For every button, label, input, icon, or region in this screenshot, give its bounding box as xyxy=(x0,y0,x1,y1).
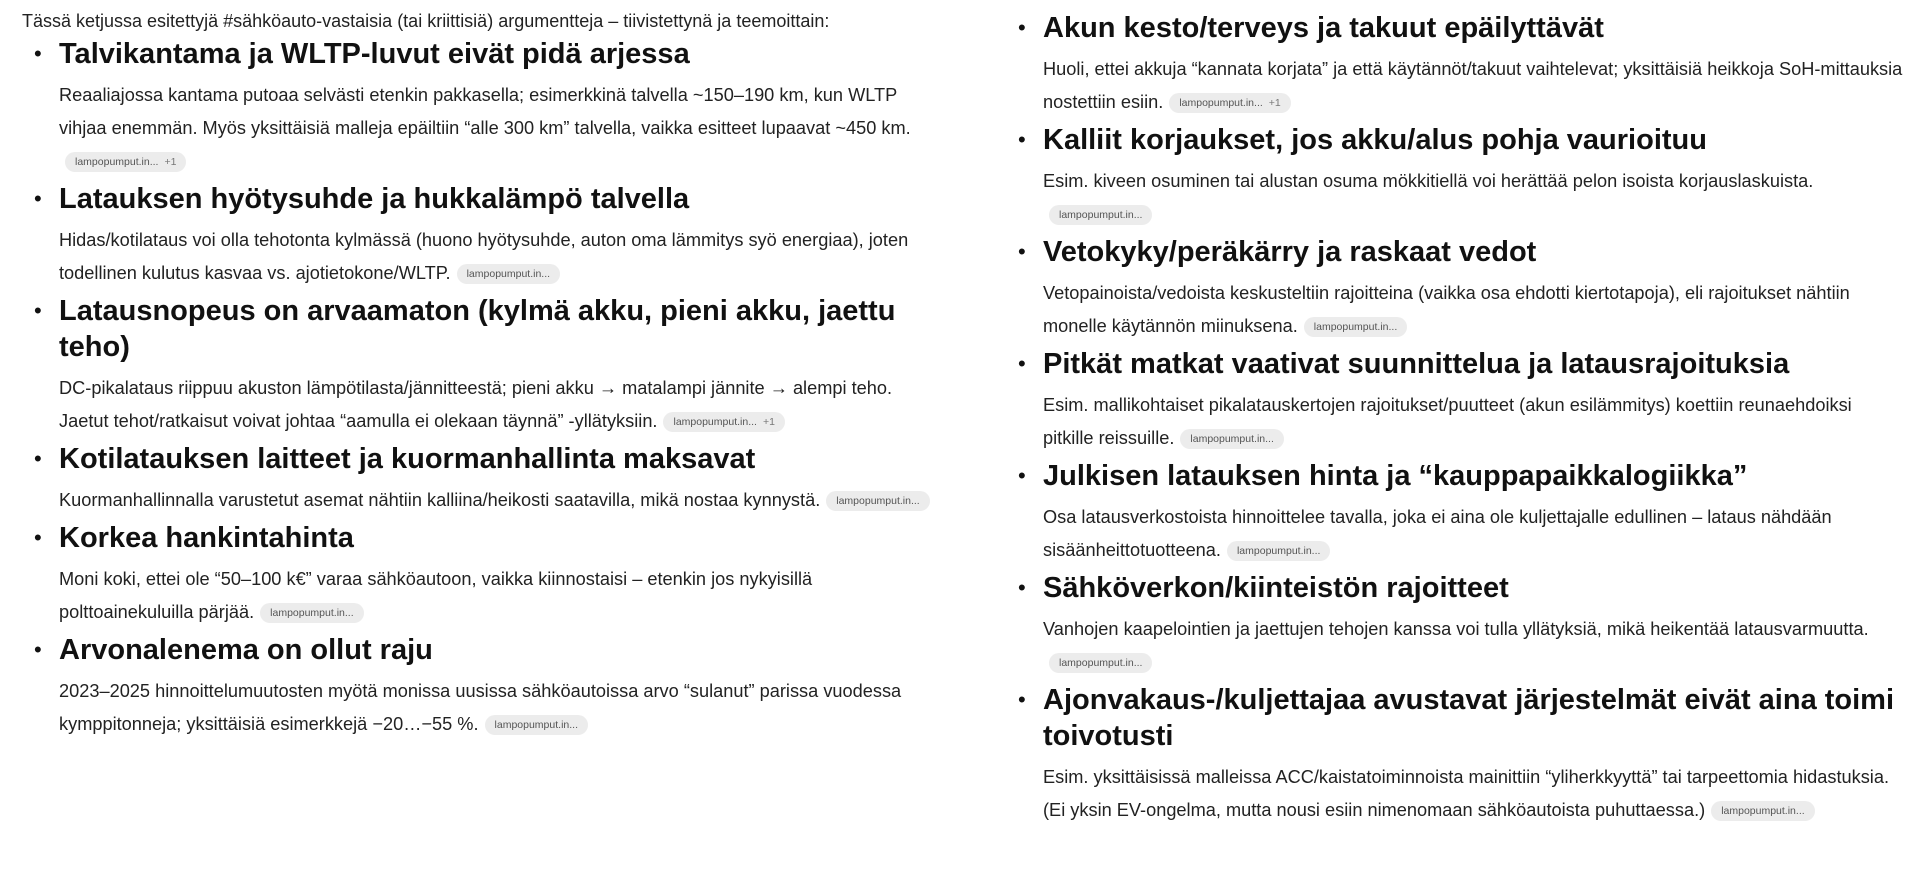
point-body xyxy=(1043,277,1906,343)
source-label: lampopumput.in... xyxy=(466,268,551,281)
point-text: Esim. kiveen osuminen tai alustan osuma mökkitiellä voi herättää pelon isoista korjauslaskuista. xyxy=(1043,171,1814,191)
list-item xyxy=(1006,570,1906,679)
left-column xyxy=(22,0,942,744)
right-column xyxy=(1006,0,1906,830)
source-badge[interactable] xyxy=(485,715,588,735)
source-badge[interactable] xyxy=(1227,541,1330,561)
bullet-icon: • xyxy=(1018,463,1026,488)
list-item xyxy=(22,36,942,178)
point-text: 2023–2025 hinnoittelumuutosten myötä monissa uusissa sähköautoissa arvo “sulanut” parissa vuodessa kymppitonneja; yksittäisiä esimerkkejä −20…−55 %. xyxy=(59,681,902,734)
source-label: lampopumput.in... xyxy=(1059,209,1143,222)
source-label: lampopumput.in... xyxy=(1721,805,1805,818)
point-body xyxy=(1043,761,1906,827)
point-text: Kuormanhallinnalla varustetut asemat nähtiin kalliina/heikosti saatavilla, mikä nostaa kynnystä. xyxy=(59,490,821,510)
right-points-list xyxy=(1006,10,1906,827)
point-body xyxy=(59,224,942,290)
list-item xyxy=(22,293,942,438)
source-label: lampopumput.in... xyxy=(836,495,920,508)
intro-text: Tässä ketjussa esitettyjä #sähköauto-vastaisia (tai kriittisiä) argumentteja – tiivistettynä ja teemoittain: xyxy=(22,11,830,31)
point-title: Arvonalenema on ollut raju xyxy=(59,634,433,666)
source-badge[interactable] xyxy=(1304,317,1407,337)
point-body xyxy=(1043,389,1906,455)
bullet-icon: • xyxy=(34,446,42,471)
point-title: Sähköverkon/kiinteistön rajoitteet xyxy=(1043,572,1509,604)
list-item xyxy=(22,520,942,629)
point-body xyxy=(59,675,942,741)
source-badge[interactable] xyxy=(65,152,186,172)
list-item xyxy=(1006,122,1906,231)
bullet-icon: • xyxy=(1018,15,1026,40)
point-text: Osa latausverkostoista hinnoittelee tavalla, joka ei aina ole kuljettajalle edullinen – lataus nähdään sisäänheittotuotteena. xyxy=(1043,507,1832,560)
left-points-list xyxy=(22,36,942,741)
list-item xyxy=(22,441,942,517)
source-label: lampopumput.in... xyxy=(1179,97,1263,110)
point-title: Pitkät matkat vaativat suunnittelua ja latausrajoituksia xyxy=(1043,348,1790,380)
source-badge[interactable] xyxy=(1711,801,1814,821)
source-badge[interactable] xyxy=(457,264,560,284)
bullet-icon: • xyxy=(34,637,42,662)
point-text: Reaaliajossa kantama putoaa selvästi etenkin pakkasella; esimerkkinä talvella ~150–190 km, kun WLTP vihjaa enemmän. Myös yksittäisiä malleja epäiltiin “alle 300 km” talvella, vaikka esitteet lupaavat ~450 km. xyxy=(59,85,911,138)
source-badge[interactable] xyxy=(1049,653,1152,673)
source-label: lampopumput.in... xyxy=(75,156,159,169)
point-title: Julkisen latauksen hinta ja “kauppapaikkalogiikka” xyxy=(1043,460,1748,492)
bullet-icon: • xyxy=(1018,239,1026,264)
point-body xyxy=(1043,613,1906,679)
point-text: Esim. yksittäisissä malleissa ACC/kaistatoiminnoista mainittiin “yliherkkyyttä” tai tarpeettomia hidastuksia. (Ei yksin EV-ongelma, mutta nousi esiin nimenomaan sähköautoista puhuttaessa.) xyxy=(1043,767,1890,820)
point-title: Ajonvakaus-/kuljettajaa avustavat järjestelmät eivät aina toimi toivotusti xyxy=(1043,684,1895,752)
source-badge[interactable] xyxy=(1169,93,1290,113)
list-item xyxy=(1006,234,1906,343)
point-title: Talvikantama ja WLTP-luvut eivät pidä arjessa xyxy=(59,38,690,70)
point-text: Vanhojen kaapelointien ja jaettujen tehojen kanssa voi tulla yllätyksiä, mikä heikentää latausvarmuutta. xyxy=(1043,619,1869,639)
bullet-icon: • xyxy=(34,41,42,66)
bullet-icon: • xyxy=(1018,575,1026,600)
list-item xyxy=(22,632,942,741)
point-body xyxy=(1043,165,1906,231)
point-title: Kotilatauksen laitteet ja kuormanhallinta maksavat xyxy=(59,443,756,475)
source-more-count: +1 xyxy=(164,156,177,169)
point-text: Hidas/kotilataus voi olla tehotonta kylmässä (huono hyötysuhde, auton oma lämmitys syö energiaa), joten todellinen kulutus kasvaa vs. ajotietokone/WLTP. xyxy=(59,230,909,283)
bullet-icon: • xyxy=(1018,127,1026,152)
point-body xyxy=(59,372,942,438)
source-more-count: +1 xyxy=(1268,97,1281,110)
point-title: Kalliit korjaukset, jos akku/alus pohja vaurioituu xyxy=(1043,124,1707,156)
source-label: lampopumput.in... xyxy=(1059,657,1143,670)
source-label: lampopumput.in... xyxy=(270,607,354,620)
point-body xyxy=(59,484,942,517)
source-label: lampopumput.in... xyxy=(1190,433,1274,446)
point-text: Esim. mallikohtaiset pikalatauskertojen rajoitukset/puutteet (akun esilämmitys) koettiin reunaehdoiksi pitkille reissuille. xyxy=(1043,395,1852,448)
point-title: Akun kesto/terveys ja takuut epäilyttävät xyxy=(1043,12,1604,44)
source-badge[interactable] xyxy=(826,491,929,511)
bullet-icon: • xyxy=(1018,687,1026,712)
point-title: Latauksen hyötysuhde ja hukkalämpö talvella xyxy=(59,183,690,215)
list-item xyxy=(1006,682,1906,827)
bullet-icon: • xyxy=(34,186,42,211)
source-more-count: +1 xyxy=(762,416,775,429)
source-badge[interactable] xyxy=(663,412,784,432)
list-item xyxy=(1006,346,1906,455)
point-text: Moni koki, ettei ole “50–100 k€” varaa sähköautoon, vaikka kiinnostaisi – etenkin jos nykyisillä polttoainekuluilla pärjää. xyxy=(59,569,813,622)
point-body xyxy=(1043,53,1906,119)
point-text: Huoli, ettei akkuja “kannata korjata” ja että käytännöt/takuut vaihtelevat; yksittäisiä heikkoja SoH-mittauksia nostettiin esiin. xyxy=(1043,59,1903,112)
point-title: Latausnopeus on arvaamaton (kylmä akku, pieni akku, jaettu teho) xyxy=(59,295,896,363)
list-item xyxy=(1006,10,1906,119)
point-title: Vetokyky/peräkärry ja raskaat vedot xyxy=(1043,236,1537,268)
bullet-icon: • xyxy=(34,298,42,323)
bullet-icon: • xyxy=(34,525,42,550)
point-body xyxy=(59,79,942,178)
source-badge[interactable] xyxy=(1180,429,1283,449)
point-title: Korkea hankintahinta xyxy=(59,522,354,554)
point-text: DC-pikalataus riippuu akuston lämpötilasta/jännitteestä; pieni akku → matalampi jännite → alempi teho. Jaetut tehot/ratkaisut voivat johtaa “aamulla ei olekaan täynnä” -yllätyksiin. xyxy=(59,378,893,431)
source-label: lampopumput.in... xyxy=(1236,545,1321,558)
source-badge[interactable] xyxy=(1049,205,1152,225)
source-label: lampopumput.in... xyxy=(1313,321,1398,334)
source-label: lampopumput.in... xyxy=(494,719,578,732)
list-item xyxy=(1006,458,1906,567)
point-body xyxy=(59,563,942,629)
source-badge[interactable] xyxy=(260,603,363,623)
point-text: Vetopainoista/vedoista keskusteltiin rajoitteina (vaikka osa ehdotti kiertotapoja), eli rajoitukset nähtiin monelle käytännön miinuksena. xyxy=(1043,283,1850,336)
bullet-icon: • xyxy=(1018,351,1026,376)
source-label: lampopumput.in... xyxy=(673,416,757,429)
point-body xyxy=(1043,501,1906,567)
list-item xyxy=(22,181,942,290)
